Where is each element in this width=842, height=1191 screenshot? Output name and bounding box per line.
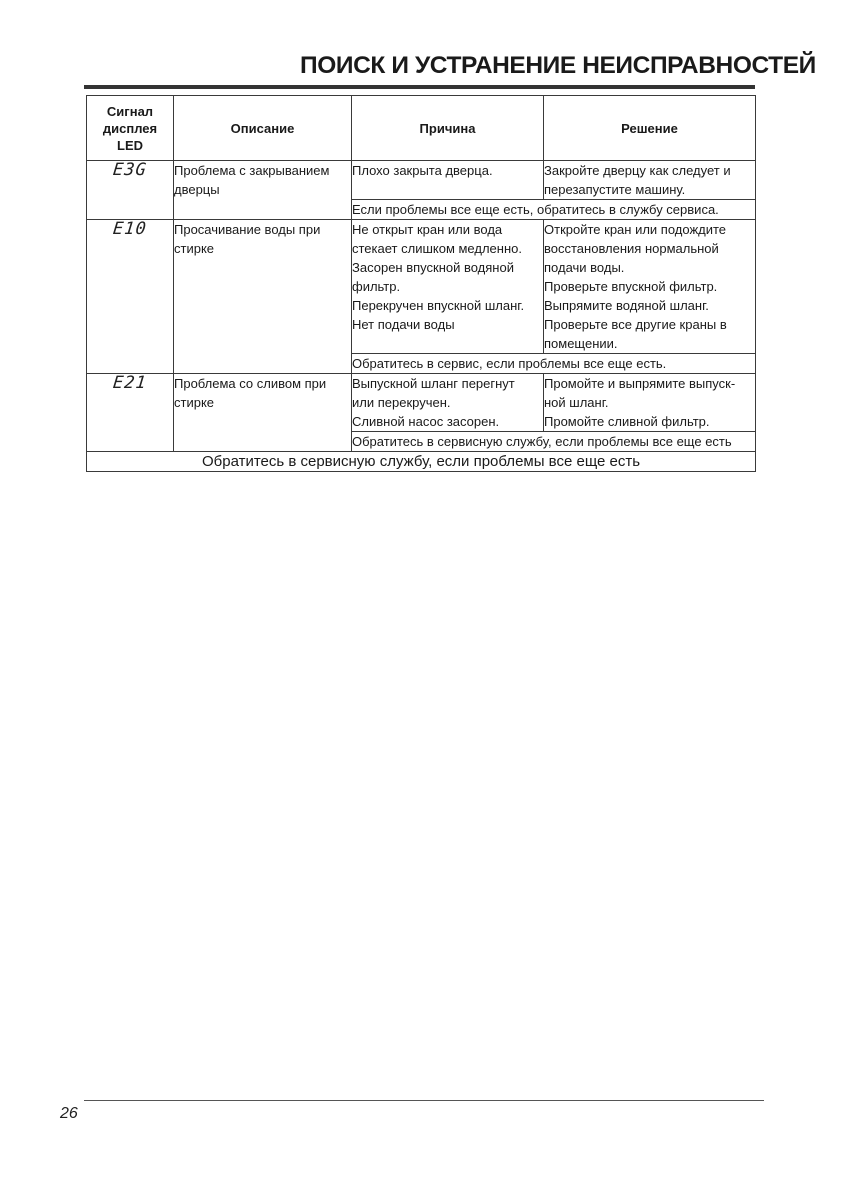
led-code-cell <box>87 374 174 452</box>
cause-cell: Не открыт кран или вода стекает слишком медленно. Засорен впускной водяной фильтр. Перекручен впускной шланг. Нет подачи воды <box>352 220 544 354</box>
page-title: ПОИСК И УСТРАНЕНИЕ НЕИСПРАВНОСТЕЙ <box>300 52 816 79</box>
header-cause: Причина <box>352 96 544 161</box>
solution-cell: Откройте кран или подождите восстановления нормальной подачи воды. Проверьте впускной фильтр. Выпрямите водяной шланг. Проверьте все другие краны в помещении. <box>544 220 756 354</box>
solution-cell: Закройте дверцу как следует и перезапустите машину. <box>544 161 756 200</box>
led-code-e3g: E3G <box>112 160 148 180</box>
service-note: Обратитесь в сервис, если проблемы все еще есть. <box>352 354 756 374</box>
description-cell: Просачивание воды при стирке <box>174 220 352 374</box>
led-code-e21: E21 <box>112 373 148 393</box>
footer-service-note: Обратитесь в сервисную службу, если проблемы все еще есть <box>87 452 756 472</box>
led-code-e10: E10 <box>112 219 148 239</box>
table-row <box>87 220 756 354</box>
page-number: 26 <box>60 1105 78 1122</box>
service-note: Обратитесь в сервисную службу, если проблемы все еще есть <box>352 432 756 452</box>
header-description: Описание <box>174 96 352 161</box>
cause-cell: Выпускной шланг перегнут или перекручен. Сливной насос засорен. <box>352 374 544 432</box>
header-solution: Решение <box>544 96 756 161</box>
title-underline <box>84 85 755 89</box>
footer-divider <box>84 1100 764 1101</box>
led-code-cell <box>87 220 174 374</box>
led-code-cell <box>87 161 174 220</box>
table-footer-row <box>87 452 756 472</box>
cause-cell: Плохо закрыта дверца. <box>352 161 544 200</box>
solution-cell: Промойте и выпрямите выпуск- ной шланг. Промойте сливной фильтр. <box>544 374 756 432</box>
troubleshooting-table <box>86 95 756 472</box>
service-note: Если проблемы все еще есть, обратитесь в службу сервиса. <box>352 200 756 220</box>
table-row <box>87 374 756 432</box>
table-header-row <box>87 96 756 161</box>
description-cell: Проблема со сливом при стирке <box>174 374 352 452</box>
table-row <box>87 161 756 200</box>
header-led-signal: Сигнал дисплея LED <box>87 96 174 161</box>
description-cell: Проблема с закрыванием дверцы <box>174 161 352 220</box>
